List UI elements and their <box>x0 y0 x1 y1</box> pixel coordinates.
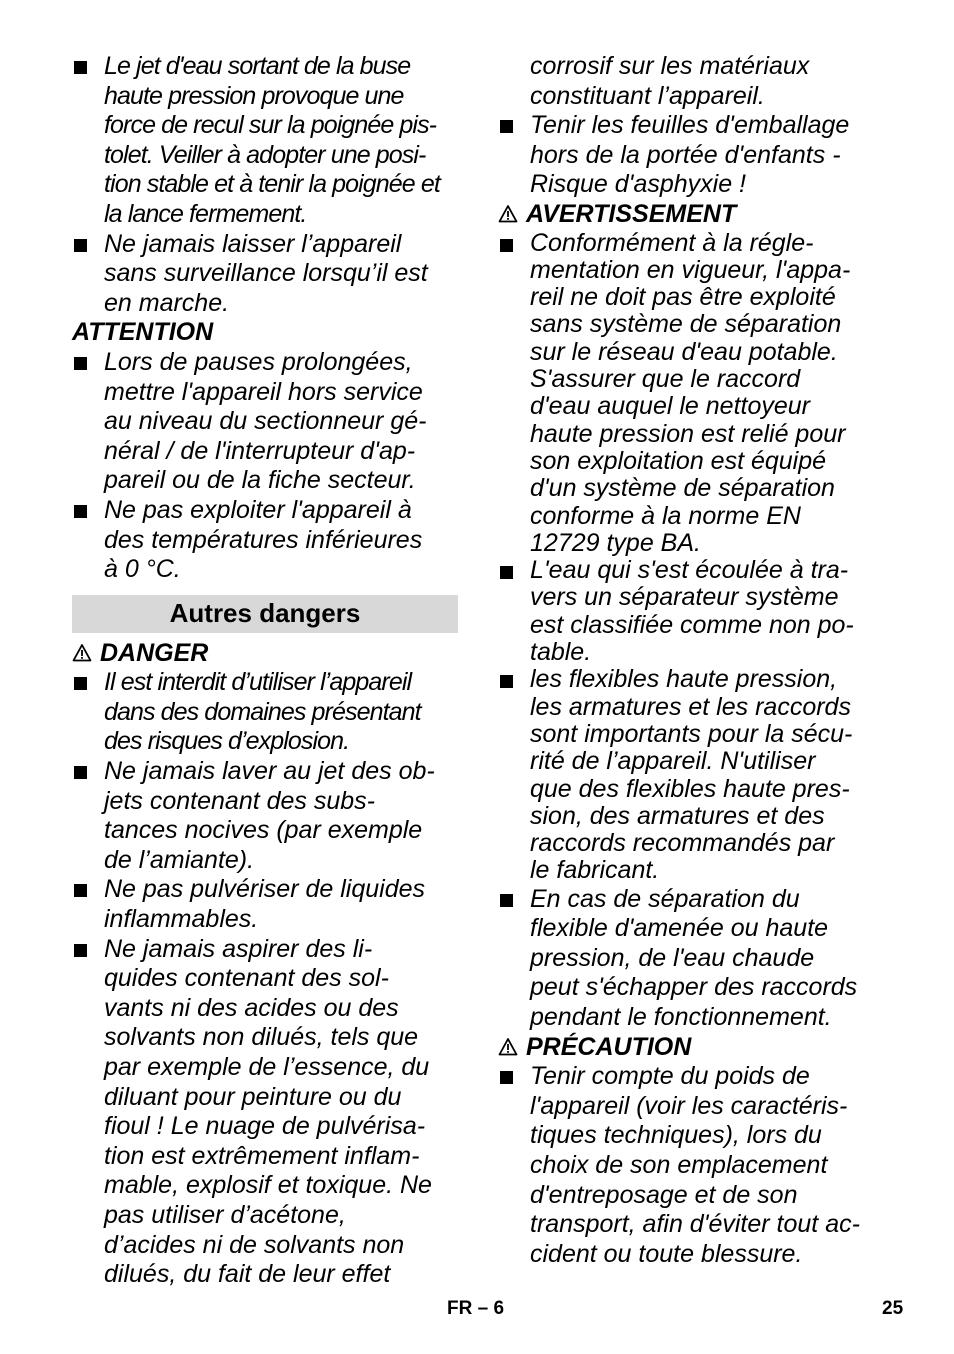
list-item: Tenir compte du poids de l'appareil (voir les caractéris- tiques techniques), lors du choix de son emplacement d'entreposage et de son transport, afin d'éviter tout ac- cident ou toute blessure. <box>498 1062 888 1269</box>
attention-heading: ATTENTION <box>72 318 214 347</box>
warning-triangle-icon <box>498 1037 518 1056</box>
square-bullet-icon <box>74 766 87 779</box>
list-item: Ne jamais aspirer des li- quides contenant des sol- vants ni des acides ou des solvants non dilués, tels que par exemple de l’essence, du diluant pour peinture ou du fioul ! Le nuage de pulvérisa- tion est extrêmement inflam- mable, explosif et toxique. Ne pas utiliser d’acétone, d’acides ni de solvants non dilués, du fait de leur effet <box>72 935 458 1290</box>
square-bullet-icon <box>500 239 513 252</box>
danger-heading <box>72 639 458 669</box>
page-number: 25 <box>882 1298 904 1319</box>
list-item: Lors de pauses prolongées, mettre l'appareil hors service au niveau du sectionneur gé- néral / de l'interrupteur d'ap- pareil ou de la fiche secteur. <box>72 348 458 496</box>
caution-heading <box>498 1033 888 1063</box>
footer-section-ref: FR – 6 <box>447 1298 505 1319</box>
list-item: Ne jamais laisser l’appareil sans surveillance lorsqu’il est en marche. <box>72 230 458 319</box>
square-bullet-icon <box>500 566 513 579</box>
warning-heading <box>498 200 888 230</box>
list-item: Le jet d'eau sortant de la buse haute pression provoque une force de recul sur la poignée pis- tolet. Veiller à adopter une posi- tion stable et à tenir la poignée et la lance fermement. <box>72 52 458 230</box>
square-bullet-icon <box>500 1071 513 1084</box>
warning-label: AVERTISSEMENT <box>526 199 737 228</box>
section-heading: Autres dangers <box>72 595 458 633</box>
left-column <box>72 52 458 1290</box>
list-item: les flexibles haute pression, les armatures et les raccords sont importants pour la sécu- rité de l’appareil. N'utiliser que des flexibles haute pres- sion, des armatures et des raccords recommandés par le fabricant. <box>498 666 888 884</box>
list-item-continuation: corrosif sur les matériaux constituant l’appareil. <box>530 52 810 110</box>
square-bullet-icon <box>74 884 87 897</box>
warning-triangle-icon <box>72 643 92 662</box>
right-column <box>498 52 888 1269</box>
list-item: Ne pas pulvériser de liquides inflammables. <box>72 875 458 934</box>
list-item: Ne jamais laver au jet des ob- jets contenant des subs- tances nocives (par exemple de l’amiante). <box>72 757 458 875</box>
list-item: L'eau qui s'est écoulée à tra- vers un séparateur système est classifiée comme non po- table. <box>498 557 888 666</box>
square-bullet-icon <box>500 675 513 688</box>
square-bullet-icon <box>500 120 513 133</box>
square-bullet-icon <box>74 61 87 74</box>
danger-label: DANGER <box>100 638 209 667</box>
square-bullet-icon <box>74 505 87 518</box>
list-item: Ne pas exploiter l'appareil à des températures inférieures à 0 °C. <box>72 496 458 585</box>
square-bullet-icon <box>74 677 87 690</box>
caution-label: PRÉCAUTION <box>526 1032 692 1061</box>
list-item: Tenir les feuilles d'emballage hors de la portée d'enfants - Risque d'asphyxie ! <box>498 111 888 200</box>
square-bullet-icon <box>74 944 87 957</box>
warning-triangle-icon <box>498 204 518 223</box>
list-item: Conformément à la régle- mentation en vigueur, l'appa- reil ne doit pas être exploité sans système de séparation sur le réseau d'eau potable. S'assurer que le raccord d'eau auquel le nettoyeur haute pression est relié pour son exploitation est équipé d'un système de séparation conforme à la norme EN 12729 type BA. <box>498 230 888 558</box>
list-item: Il est interdit d’utiliser l’appareil dans des domaines présentant des risques d’explosion. <box>72 668 458 757</box>
list-item: En cas de séparation du flexible d'amenée ou haute pression, de l'eau chaude peut s'échapper des raccords pendant le fonctionnement. <box>498 885 888 1033</box>
square-bullet-icon <box>74 239 87 252</box>
square-bullet-icon <box>500 894 513 907</box>
square-bullet-icon <box>74 357 87 370</box>
